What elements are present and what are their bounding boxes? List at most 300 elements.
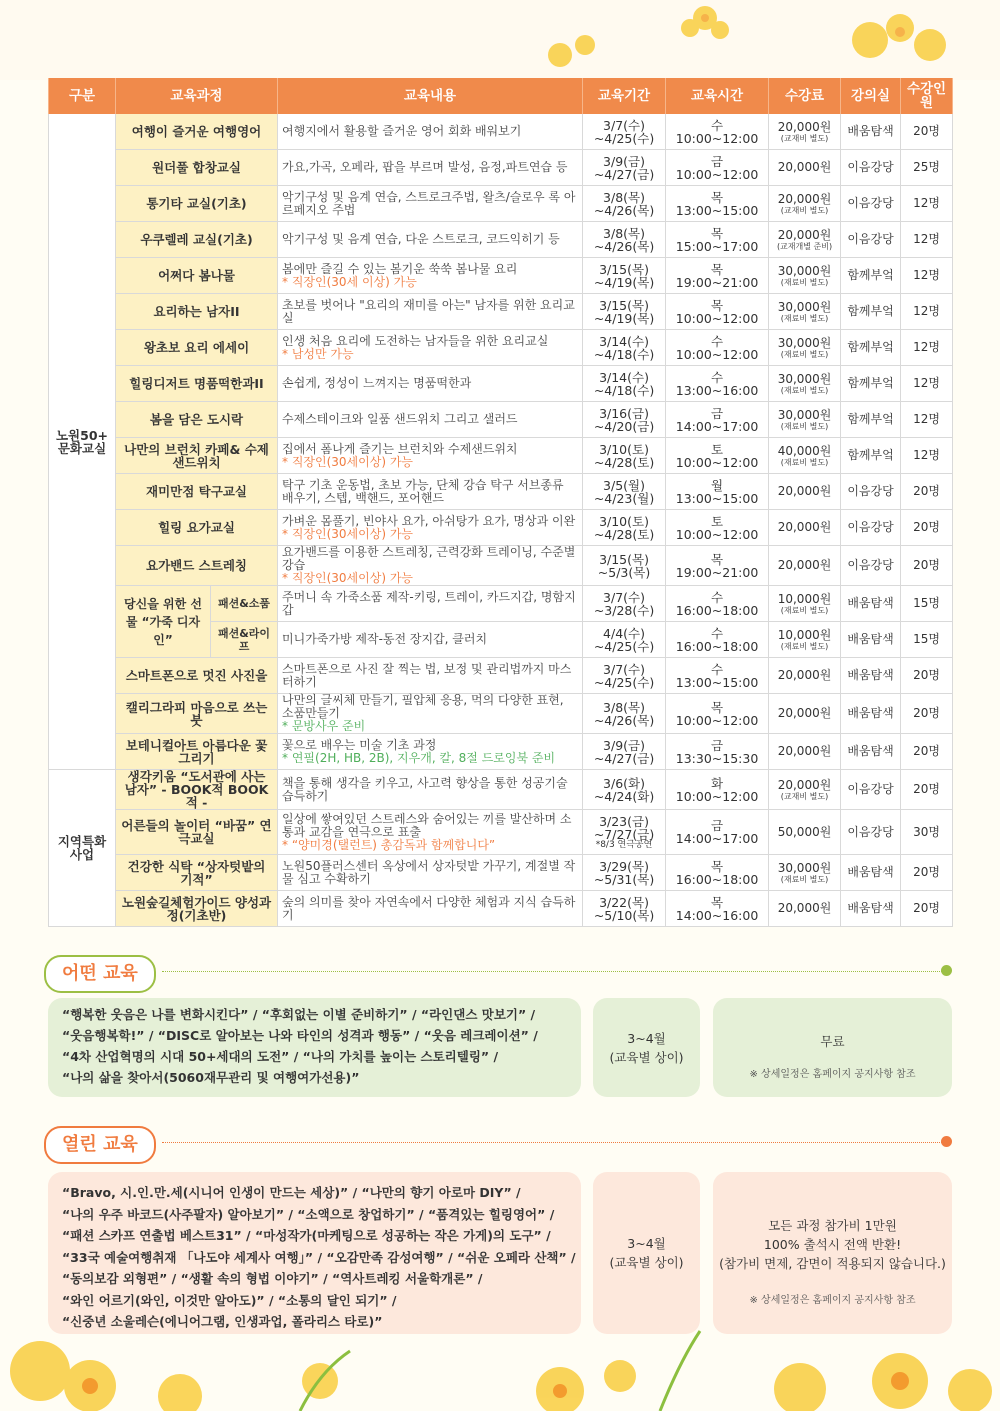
- period-cell: [583, 330, 666, 366]
- period-line: 3/15(목): [599, 297, 649, 313]
- period-line: ~4/19(목): [593, 310, 655, 326]
- table-row: [49, 186, 953, 222]
- content-text: 일상에 쌓여있던 스트레스와 숨어있는 끼를 발산하며 소통과 교감을 연극으로 표출: [282, 811, 572, 839]
- course-name-cell: 스마트폰으로 멋진 사진을: [116, 658, 278, 694]
- table-row: [49, 734, 953, 770]
- time-cell: [666, 694, 769, 734]
- period-line: 3/5(월): [603, 477, 645, 493]
- capacity-cell: 12명: [901, 402, 953, 438]
- room-cell: 함께부엌: [841, 294, 901, 330]
- content-text: 가요,가곡, 오페라, 팝을 부르며 발성, 음정,파트연습 등: [282, 160, 568, 174]
- col-header-fee: 수강료: [769, 78, 841, 114]
- time-cell: [666, 734, 769, 770]
- content-cell: [278, 150, 583, 186]
- room-cell: 배움탐색: [841, 855, 901, 891]
- fee-value: 20,000원: [777, 484, 832, 498]
- col-header-course: 교육과정: [116, 78, 278, 114]
- fee-value: 20,000원: [777, 777, 832, 792]
- period-text: 3~4월: [627, 1236, 666, 1251]
- period-line: ~5/3(목): [597, 564, 651, 580]
- content-text: 손쉽게, 정성이 느껴지는 명품떡한과: [282, 376, 472, 390]
- content-note: * “양미경(탤런트) 총감독과 함께합니다”: [282, 837, 496, 852]
- table-row: [49, 438, 953, 474]
- content-cell: [278, 622, 583, 658]
- time-line: 13:00~15:00: [675, 490, 759, 506]
- content-text: 탁구 기초 운동법, 초보 가능, 단체 강습 탁구 서브종류 배우기, 스텝, 백핸드, 포어핸드: [282, 477, 564, 505]
- capacity-cell: 20명: [901, 891, 953, 927]
- content-cell: [278, 855, 583, 891]
- capacity-cell: 15명: [901, 586, 953, 622]
- period-line: 3/16(금): [599, 405, 649, 421]
- table-row: [49, 770, 953, 810]
- room-cell: 이음강당: [841, 222, 901, 258]
- time-line: 10:00~12:00: [675, 130, 759, 146]
- room-cell: 이음강당: [841, 510, 901, 546]
- course-name-cell: 요리하는 남자II: [116, 294, 278, 330]
- content-cell: [278, 438, 583, 474]
- fee-value: 30,000원: [777, 263, 832, 278]
- period-note: *8/3 연극공연: [595, 839, 653, 850]
- content-cell: [278, 114, 583, 150]
- time-cell: [666, 810, 769, 855]
- time-line: 목: [710, 225, 724, 241]
- capacity-cell: 20명: [901, 855, 953, 891]
- section2-period-box: [593, 1172, 700, 1334]
- period-line: 3/9(금): [603, 737, 645, 753]
- content-text: 숲의 의미를 찾아 자연속에서 다양한 체험과 지식 습득하기: [282, 894, 576, 922]
- fee-value: 20,000원: [777, 744, 832, 758]
- content-note: * 직장인(30세 이상) 가능: [282, 274, 417, 289]
- fee-value: 30,000원: [777, 860, 832, 875]
- capacity-cell: 12명: [901, 330, 953, 366]
- table-row: [49, 402, 953, 438]
- fee-cell: [769, 474, 841, 510]
- time-line: 목: [710, 858, 724, 874]
- time-cell: [666, 222, 769, 258]
- capacity-cell: 30명: [901, 810, 953, 855]
- content-text: 주머니 속 가죽소품 제작-키링, 트레이, 카드지갑, 명함지갑: [282, 589, 576, 617]
- time-cell: [666, 586, 769, 622]
- content-text: 스마트폰으로 사진 잘 찍는 법, 보정 및 관리법까지 마스터하기: [282, 661, 572, 689]
- time-line: 16:00~18:00: [675, 871, 759, 887]
- list-item: “나의 삶을 찾아서(5060재무관리 및 여행여가선용)”: [62, 1070, 360, 1085]
- course-name-cell: 봄을 담은 도시락: [116, 402, 278, 438]
- content-note: * 직장인(30세이상) 가능: [282, 526, 414, 541]
- room-cell: 배움탐색: [841, 694, 901, 734]
- fee-value: 40,000원: [777, 443, 832, 458]
- list-item: “신중년 소울레슨(에니어그램, 인생과업, 폴라리스 타로)”: [62, 1314, 383, 1329]
- time-line: 19:00~21:00: [675, 564, 759, 580]
- course-name-cell: 나만의 브런치 카페& 수제샌드위치: [116, 438, 278, 474]
- time-cell: [666, 510, 769, 546]
- content-cell: [278, 258, 583, 294]
- period-cell: [583, 891, 666, 927]
- period-line: 3/15(목): [599, 551, 649, 567]
- time-line: 수: [710, 117, 724, 133]
- time-line: 목: [710, 297, 724, 313]
- period-line: ~4/25(수): [593, 638, 655, 654]
- period-line: ~4/18(수): [593, 346, 655, 362]
- capacity-cell: 20명: [901, 734, 953, 770]
- fee-line: (참가비 면제, 감면이 적용되지 않습니다.): [719, 1256, 946, 1271]
- time-line: 목: [710, 894, 724, 910]
- time-line: 14:00~16:00: [675, 907, 759, 923]
- fee-value: 20,000원: [777, 191, 832, 206]
- fee-cell: [769, 658, 841, 694]
- period-line: ~4/26(목): [593, 238, 655, 254]
- fee-cell: [769, 222, 841, 258]
- table-row: [49, 855, 953, 891]
- section-divider: [162, 971, 942, 972]
- content-cell: [278, 474, 583, 510]
- fee-cell: [769, 150, 841, 186]
- period-line: 3/10(토): [599, 513, 649, 529]
- period-line: 3/10(토): [599, 441, 649, 457]
- content-note: * 연필(2H, HB, 2B), 지우개, 칼, 8절 드로잉북 준비: [282, 750, 556, 765]
- room-cell: 배움탐색: [841, 891, 901, 927]
- time-line: 13:00~15:00: [675, 674, 759, 690]
- period-line: ~4/28(토): [593, 454, 655, 470]
- time-line: 15:00~17:00: [675, 238, 759, 254]
- time-cell: [666, 294, 769, 330]
- period-line: ~4/24(화): [593, 788, 655, 804]
- time-line: 10:00~12:00: [675, 166, 759, 182]
- time-line: 14:00~17:00: [675, 418, 759, 434]
- fee-value: 50,000원: [777, 824, 832, 839]
- content-note: * 직장인(30세이상) 가능: [282, 571, 414, 585]
- period-cell: [583, 366, 666, 402]
- content-cell: [278, 891, 583, 927]
- time-line: 토: [710, 513, 724, 529]
- content-cell: [278, 402, 583, 438]
- capacity-cell: 12명: [901, 258, 953, 294]
- period-line: 3/14(수): [599, 369, 649, 385]
- content-cell: [278, 510, 583, 546]
- content-cell: [278, 186, 583, 222]
- course-name-cell: 힐링 요가교실: [116, 510, 278, 546]
- content-text: 악기구성 및 음계 연습, 다운 스트로크, 코드익히기 등: [282, 232, 560, 246]
- course-name-cell: 여행이 즐거운 여행영어: [116, 114, 278, 150]
- list-item: “패션 스카프 연출법 베스트31” / “마성작가(마케팅으로 성공하는 작은 가게)의 도구” /: [62, 1228, 551, 1243]
- section2-course-list: [48, 1172, 581, 1334]
- period-line: ~4/25(수): [593, 674, 655, 690]
- content-text: 가벼운 몸풀기, 빈야사 요가, 아쉬탕가 요가, 명상과 이완: [282, 513, 576, 528]
- period-cell: [583, 770, 666, 810]
- room-cell: 이음강당: [841, 546, 901, 586]
- footnote: ※ 상세일정은 홈페이지 공지사항 참조: [749, 1068, 916, 1080]
- time-cell: [666, 770, 769, 810]
- content-cell: [278, 658, 583, 694]
- table-row: [49, 546, 953, 586]
- content-cell: [278, 330, 583, 366]
- content-text: 노원50플러스센터 옥상에서 상자텃밭 가꾸기, 계절별 작물 심고 수확하기: [282, 858, 576, 886]
- fee-cell: [769, 694, 841, 734]
- time-line: 19:00~21:00: [675, 274, 759, 290]
- capacity-cell: 12명: [901, 366, 953, 402]
- period-line: 4/4(수): [603, 625, 645, 641]
- time-line: 13:00~15:00: [675, 202, 759, 218]
- fee-note: (교재비 별도): [780, 133, 829, 143]
- time-line: 16:00~18:00: [675, 602, 759, 618]
- period-cell: [583, 114, 666, 150]
- period-line: 3/7(수): [603, 117, 645, 133]
- time-line: 금: [710, 405, 724, 421]
- period-line: 3/22(목): [599, 894, 649, 910]
- fee-value: 20,000원: [777, 119, 832, 134]
- course-name-cell: 보테니컬아트 아름다운 꽃 그리기: [116, 734, 278, 770]
- section-title-open: 열린 교육: [44, 1126, 156, 1164]
- list-item: “4차 산업혁명의 시대 50+세대의 도전” / “나의 가치를 높이는 스토리텔링” /: [62, 1049, 499, 1064]
- course-schedule-table: [48, 78, 953, 927]
- room-cell: 이음강당: [841, 810, 901, 855]
- time-cell: [666, 258, 769, 294]
- content-text: 초보를 벗어나 "요리의 재미를 아는" 남자를 위한 요리교실: [282, 297, 575, 325]
- course-name-cell: 건강한 식탁 “상자텃밭의 기적”: [116, 855, 278, 891]
- period-line: ~5/10(목): [593, 907, 655, 923]
- content-cell: [278, 586, 583, 622]
- capacity-cell: 20명: [901, 658, 953, 694]
- course-name-cell: 생각키움 “도서관에 사는 남자” - BOOK적 BOOK적 -: [116, 770, 278, 810]
- time-cell: [666, 150, 769, 186]
- room-cell: 함께부엌: [841, 402, 901, 438]
- list-item: “웃음행복학!” / “DISC로 알아보는 나와 타인의 성격과 행동” / “웃음 레크레이션” /: [62, 1028, 538, 1043]
- time-line: 13:00~16:00: [675, 382, 759, 398]
- category-cell: 노원50+ 문화교실: [49, 114, 116, 770]
- course-name-cell: 요가밴드 스트레칭: [116, 546, 278, 586]
- content-text: 여행지에서 활용할 즐거운 영어 회화 배워보기: [282, 124, 522, 138]
- content-text: 인생 처음 요리에 도전하는 남자들을 위한 요리교실: [282, 333, 549, 348]
- fee-cell: [769, 546, 841, 586]
- time-line: 수: [710, 589, 724, 605]
- time-line: 10:00~12:00: [675, 346, 759, 362]
- table-row: [49, 694, 953, 734]
- fee-value: 20,000원: [777, 160, 832, 174]
- table-row: [49, 150, 953, 186]
- footnote: ※ 상세일정은 홈페이지 공지사항 참조: [749, 1295, 916, 1306]
- period-cell: [583, 222, 666, 258]
- time-line: 목: [710, 699, 724, 715]
- fee-cell: [769, 294, 841, 330]
- period-line: ~4/25(수): [593, 130, 655, 146]
- content-cell: [278, 810, 583, 855]
- period-cell: [583, 694, 666, 734]
- fee-value: 20,000원: [777, 520, 832, 534]
- fee-note: (재료비 별도): [780, 641, 829, 651]
- section-divider: [162, 1142, 942, 1143]
- period-cell: [583, 150, 666, 186]
- fee-note: (재료비 별도): [780, 874, 829, 884]
- fee-note: (재료비 별도): [780, 313, 829, 323]
- room-cell: 배움탐색: [841, 622, 901, 658]
- time-cell: [666, 855, 769, 891]
- fee-cell: [769, 810, 841, 855]
- time-cell: [666, 438, 769, 474]
- fee-cell: [769, 770, 841, 810]
- room-cell: 배움탐색: [841, 114, 901, 150]
- time-line: 수: [710, 369, 724, 385]
- list-item: “Bravo, 시.인.만.세(시니어 인생이 만드는 세상)” / “나만의 향기 아로마 DIY” /: [62, 1185, 521, 1200]
- period-line: ~7/27(금): [593, 826, 655, 842]
- table-row: [49, 294, 953, 330]
- capacity-cell: 12명: [901, 222, 953, 258]
- section2-fee-box: [713, 1172, 952, 1334]
- fee-cell: [769, 114, 841, 150]
- period-line: 3/8(목): [603, 189, 645, 205]
- period-line: ~3/28(수): [593, 602, 655, 618]
- fee-value: 10,000원: [777, 591, 832, 606]
- fee-value: 10,000원: [777, 627, 832, 642]
- fee-note: (재료비 별도): [780, 385, 829, 395]
- content-cell: [278, 366, 583, 402]
- fee-cell: [769, 510, 841, 546]
- period-cell: [583, 855, 666, 891]
- fee-note: (재료비 별도): [780, 605, 829, 615]
- fee-value: 30,000원: [777, 299, 832, 314]
- col-header-category: 구분: [49, 78, 116, 114]
- course-name-cell: 노원숲길체험가이드 양성과정(기초반): [116, 891, 278, 927]
- time-cell: [666, 658, 769, 694]
- period-cell: [583, 438, 666, 474]
- time-cell: [666, 474, 769, 510]
- col-header-period: 교육기간: [583, 78, 666, 114]
- list-item: “동의보감 외형편” / “생활 속의 형법 이야기” / “역사트레킹 서울학개론” /: [62, 1271, 483, 1286]
- time-line: 목: [710, 551, 724, 567]
- sub-course-cell: 패션&라이프: [211, 622, 278, 658]
- content-text: 요가밴드를 이용한 스트레칭, 근력강화 트레이닝, 수준별 강습: [282, 545, 576, 572]
- period-cell: [583, 402, 666, 438]
- section1-fee-box: [713, 998, 952, 1097]
- period-cell: [583, 510, 666, 546]
- fee-value: 20,000원: [777, 227, 832, 242]
- time-cell: [666, 402, 769, 438]
- section-title-what: 어떤 교육: [44, 955, 156, 993]
- table-row: [49, 114, 953, 150]
- period-note: (교육별 상이): [609, 1049, 684, 1065]
- time-line: 목: [710, 261, 724, 277]
- course-name-cell: 힐링디저트 명품떡한과II: [116, 366, 278, 402]
- time-cell: [666, 330, 769, 366]
- course-name-cell: 어쩌다 봄나물: [116, 258, 278, 294]
- period-line: ~4/26(목): [593, 712, 655, 728]
- fee-cell: [769, 258, 841, 294]
- period-line: 3/8(목): [603, 699, 645, 715]
- period-cell: [583, 546, 666, 586]
- table-row: [49, 258, 953, 294]
- period-cell: [583, 294, 666, 330]
- time-line: 토: [710, 441, 724, 457]
- time-cell: [666, 891, 769, 927]
- course-name-cell: 캘리그라피 마음으로 쓰는 붓: [116, 694, 278, 734]
- table-row: [49, 222, 953, 258]
- room-cell: 배움탐색: [841, 734, 901, 770]
- content-note: * 남성만 가능: [282, 346, 354, 361]
- col-header-capacity: 수강인원: [901, 78, 953, 114]
- room-cell: 이음강당: [841, 474, 901, 510]
- period-cell: [583, 258, 666, 294]
- fee-value: 20,000원: [777, 558, 832, 572]
- fee-value: 20,000원: [777, 706, 832, 720]
- period-line: 3/7(수): [603, 661, 645, 677]
- room-cell: 이음강당: [841, 770, 901, 810]
- course-name-cell: 당신을 위한 선물 “가죽 디자인”: [116, 586, 211, 658]
- fee-cell: [769, 734, 841, 770]
- capacity-cell: 12명: [901, 294, 953, 330]
- fee-cell: [769, 402, 841, 438]
- capacity-cell: 12명: [901, 186, 953, 222]
- content-cell: [278, 694, 583, 734]
- period-cell: [583, 186, 666, 222]
- time-line: 금: [710, 737, 724, 753]
- fee-cell: [769, 855, 841, 891]
- time-line: 월: [710, 477, 724, 493]
- period-line: ~4/27(금): [593, 750, 655, 766]
- time-line: 10:00~12:00: [675, 310, 759, 326]
- fee-note: (교재비 별도): [780, 205, 829, 215]
- list-item: “와인 어르기(와인, 이것만 알아도)” / “소통의 달인 되기” /: [62, 1292, 397, 1308]
- capacity-cell: 20명: [901, 114, 953, 150]
- time-line: 10:00~12:00: [675, 788, 759, 804]
- capacity-cell: 20명: [901, 546, 953, 586]
- fee-value: 20,000원: [777, 668, 832, 682]
- table-row: [49, 658, 953, 694]
- fee-text: 무료: [820, 1033, 845, 1049]
- fee-note: (재료비 별도): [780, 421, 829, 431]
- period-line: 3/7(수): [603, 589, 645, 605]
- period-line: 3/6(화): [603, 775, 645, 791]
- period-line: 3/14(수): [599, 333, 649, 349]
- fee-value: 30,000원: [777, 407, 832, 422]
- table-row: [49, 366, 953, 402]
- capacity-cell: 20명: [901, 510, 953, 546]
- fee-value: 30,000원: [777, 335, 832, 350]
- time-line: 수: [710, 333, 724, 349]
- content-text: 꽃으로 배우는 미술 기초 과정: [282, 737, 437, 752]
- fee-note: (재료비 별도): [780, 277, 829, 287]
- capacity-cell: 20명: [901, 770, 953, 810]
- fee-cell: [769, 186, 841, 222]
- content-text: 미니가죽가방 제작-동전 장지갑, 클러치: [282, 632, 488, 646]
- fee-note: (교재비 별도): [780, 791, 829, 801]
- period-cell: [583, 810, 666, 855]
- room-cell: 배움탐색: [841, 586, 901, 622]
- room-cell: 배움탐색: [841, 658, 901, 694]
- fee-note: (교재개별 준비): [776, 241, 833, 251]
- capacity-cell: 12명: [901, 438, 953, 474]
- table-header-row: [49, 78, 953, 114]
- time-line: 10:00~12:00: [675, 712, 759, 728]
- course-name-cell: 왕초보 요리 에세이: [116, 330, 278, 366]
- content-text: 나만의 글씨체 만들기, 필압체 응용, 먹의 다양한 표현, 소품만들기: [282, 693, 564, 720]
- content-text: 악기구성 및 음계 연습, 스트로크주법, 왈츠/슬로우 록 아르페지오 주법: [282, 189, 576, 217]
- period-line: 3/15(목): [599, 261, 649, 277]
- time-line: 수: [710, 661, 724, 677]
- course-name-cell: 원더풀 합창교실: [116, 150, 278, 186]
- period-line: ~4/28(토): [593, 526, 655, 542]
- course-name-cell: 어른들의 놀이터 “바꿈” 연극교실: [116, 810, 278, 855]
- fee-note: (재료비 별도): [780, 457, 829, 467]
- course-name-cell: 통기타 교실(기초): [116, 186, 278, 222]
- time-line: 목: [710, 189, 724, 205]
- time-cell: [666, 622, 769, 658]
- time-line: 화: [710, 775, 724, 791]
- capacity-cell: 20명: [901, 474, 953, 510]
- room-cell: 함께부엌: [841, 258, 901, 294]
- col-header-room: 강의실: [841, 78, 901, 114]
- flower-decoration-top: [0, 0, 1000, 80]
- time-cell: [666, 546, 769, 586]
- fee-note: (재료비 별도): [780, 349, 829, 359]
- section-dot: [941, 1136, 952, 1147]
